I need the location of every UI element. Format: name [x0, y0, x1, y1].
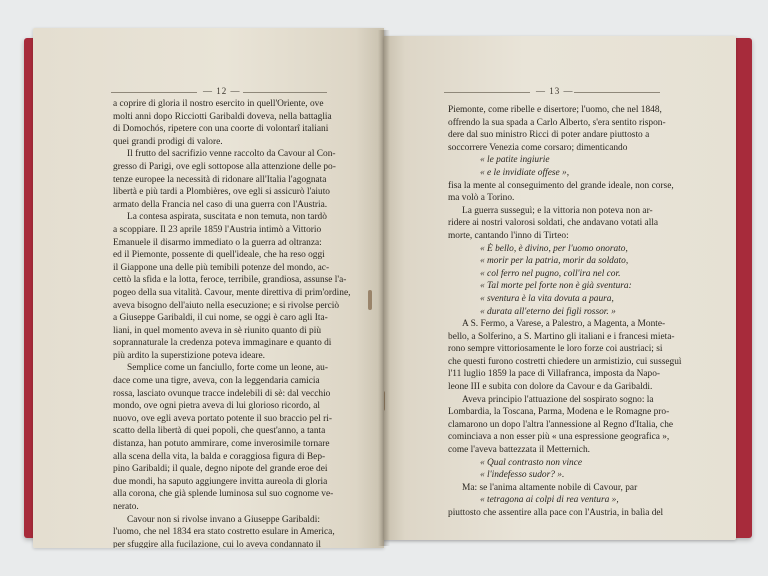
text-line: due mondi, ha saputo aggiungere invitta aureola di gloria	[113, 476, 328, 487]
text-line: pino Garibaldi; il quale, degno nipote del grande eroe dei	[113, 464, 328, 475]
text-line: pogeo della sua vitalità. Cavour, mente direttiva di prim'ordine,	[113, 287, 351, 298]
text-line: tenze europee la necessità di ridonare all'Italia l'agognata	[113, 174, 327, 185]
text-line: Aveva principio l'attuazione del sospirato sogno: la	[462, 394, 654, 405]
text-line: a scoppiare. Il 23 aprile 1859 l'Austria intimò a Vittorio	[113, 224, 322, 235]
text-line: La guerra susseguì; e la vittoria non poteva non ar-	[462, 205, 653, 216]
book-gutter	[378, 30, 390, 546]
text-line: alla corona, che già splende luminosa sul suo cognome ve-	[113, 489, 334, 500]
text-line: Lombardia, la Toscana, Parma, Modena e le Romagne pro-	[448, 407, 670, 418]
header-rule	[111, 92, 197, 93]
text-line: offrendo la sua spada a Carlo Alberto, s'era sentito rispon-	[448, 117, 666, 128]
text-line: quei grandi prodigi di valore.	[113, 136, 223, 147]
text-line: « Tal morte pel forte non è già sventura:	[480, 281, 632, 292]
text-line: soprannaturale la credenza poteva immaginare e quanto di	[113, 338, 332, 349]
stain-mark	[368, 290, 372, 310]
page-number-left: — 12 —	[203, 86, 241, 96]
text-line: morte, cantando l'inno di Tirteo:	[448, 230, 569, 241]
text-line: dere dal suo ministro Ricci di poter andare piuttosto a	[448, 130, 650, 141]
text-line: ma volò a Torino.	[448, 193, 515, 204]
text-line: « morir per la patria, morir da soldato,	[480, 256, 629, 267]
text-line: per sfuggire alla fucilazione, cui lo aveva condannato il	[113, 539, 321, 548]
text-line: « le patite ingiurie	[480, 155, 550, 166]
text-line: Il frutto del sacrifizio venne raccolto da Cavour al Con-	[127, 149, 336, 160]
text-line: « È bello, è divino, per l'uomo onorato,	[480, 243, 628, 254]
text-line: « Qual contrasto non vince	[480, 457, 583, 468]
text-line: bello, a Solferino, a S. Martino gli italiani e i francesi mieta-	[448, 331, 675, 342]
text-line: A S. Fermo, a Varese, a Palestro, a Magenta, a Monte-	[462, 319, 666, 330]
text-line: più ardito la superstizione poteva ideare.	[113, 350, 266, 361]
text-line: nuovo, ove egli aveva portato potente il suo braccio pel ri-	[113, 413, 332, 424]
text-line: libertà e più tardi a Plombières, ove egli si assicurò l'aiuto	[113, 187, 330, 198]
text-line: rono sempre vittoriosamente le loro forze coi austriaci; si	[448, 344, 663, 355]
text-line: armato della Francia nel caso di una guerra con l'Austria.	[113, 199, 328, 210]
text-line: Emanuele il disarmo immediato o la guerra ad oltranza:	[113, 237, 322, 248]
text-line: « tetragona ai colpi di rea ventura »,	[480, 495, 619, 506]
text-line: « col ferro nel pugno, coll'ira nel cor.	[480, 268, 621, 279]
right-page-text	[448, 104, 706, 520]
text-line: Semplice come un fanciullo, forte come un leone, au-	[127, 363, 328, 374]
text-line: liani, in quel momento aveva in sè riunito quanto di più	[113, 325, 322, 336]
text-line: scatto della libertà di quei popoli, che quest'anno, a tanta	[113, 426, 326, 437]
text-line: ridere ai nostri valorosi soldati, che andavano votati alla	[448, 218, 659, 229]
text-line: l'uomo, che nel 1834 era stato costretto esulare in America,	[113, 527, 335, 538]
text-line: di Domochós, ripetere con una coorte di volontarî italiani	[113, 124, 329, 135]
right-page	[384, 36, 736, 540]
text-line: clamarono un dopo l'altra l'annessione al Regno d'Italia, che	[448, 419, 674, 430]
text-line: che questi furono costretti chiedere un armistizio, cui susseguì	[448, 356, 682, 367]
text-line: a Giuseppe Garibaldi, il cui nome, se oggi è caro agli Ita-	[113, 313, 328, 324]
text-line: l'11 luglio 1859 la pace di Villafranca, imposta da Napo-	[448, 369, 661, 380]
text-line: nerato.	[113, 502, 139, 512]
text-line: rossa, lasciato ovunque tracce indelebili di sè: dal vecchio	[113, 388, 331, 399]
text-line: molti anni dopo Ricciotti Garibaldi doveva, nella battaglia	[113, 111, 332, 122]
text-line: « e le invidiate offese »,	[480, 167, 570, 178]
header-rule	[243, 92, 327, 93]
text-line: gresso di Parigi, ove egli sottopose alla attenzione delle po-	[113, 161, 336, 172]
text-line: come l'aveva battezzata il Metternich.	[448, 445, 590, 456]
text-line: ed il Piemonte, possente di quell'ideale, che ha reso oggi	[113, 250, 325, 261]
text-line: Cavour non si rivolse invano a Giuseppe Garibaldi:	[127, 514, 320, 525]
text-line: aveva bisogno dell'aiuto nella esecuzione; e si rivolse perciò	[113, 300, 340, 311]
page-number-right: — 13 —	[536, 86, 574, 96]
text-line: mondo, ove ogni pietra aveva di lui glorioso ricordo, al	[113, 401, 320, 412]
text-line: cettò la sfida e la lotta, feroce, terribile, grandiosa, assunse l'a-	[113, 275, 347, 286]
text-line: Piemonte, come ribelle e disertore; l'uomo, che nel 1848,	[448, 105, 662, 115]
text-line: « durata all'eterno dei figli rossor. »	[480, 306, 616, 317]
left-page	[33, 28, 384, 548]
text-line: « sventura è la vita dovuta a paura,	[480, 293, 614, 304]
header-rule	[444, 92, 530, 93]
left-page-text	[113, 98, 371, 548]
text-line: il Giappone una delle più temibili potenze del mondo, ac-	[113, 262, 330, 273]
text-line: distanza, han potuto ammirare, come inverosimile tornare	[113, 439, 330, 450]
text-line: « l'indefesso sudor? ».	[480, 470, 565, 481]
text-line: a coprire di gloria il nostro esercito in quell'Oriente, ove	[113, 99, 324, 109]
text-line: fisa la mente al conseguimento del grande ideale, non corse,	[448, 180, 674, 191]
text-line: La contesa aspirata, suscitata e non temuta, non tardò	[127, 212, 327, 223]
text-line: alla scena della vita, la balda e coraggiosa figura di Bep-	[113, 451, 326, 462]
text-line: piuttosto che assentire alla pace con l'Austria, in balìa del	[448, 508, 664, 518]
text-line: soccorrere Venezia come corsaro; dimenticando	[448, 142, 628, 153]
text-line: cominciava a non esser più « una espressione geografica »,	[448, 432, 670, 443]
text-line: dace come una tigre, aveva, con la leggendaria camicia	[113, 376, 320, 387]
text-line: Ma: se l'anima altamente nobile di Cavour, par	[462, 482, 638, 493]
header-rule	[574, 92, 660, 93]
text-line: leone III e subita con dolore da Cavour e da Garibaldi.	[448, 382, 653, 393]
